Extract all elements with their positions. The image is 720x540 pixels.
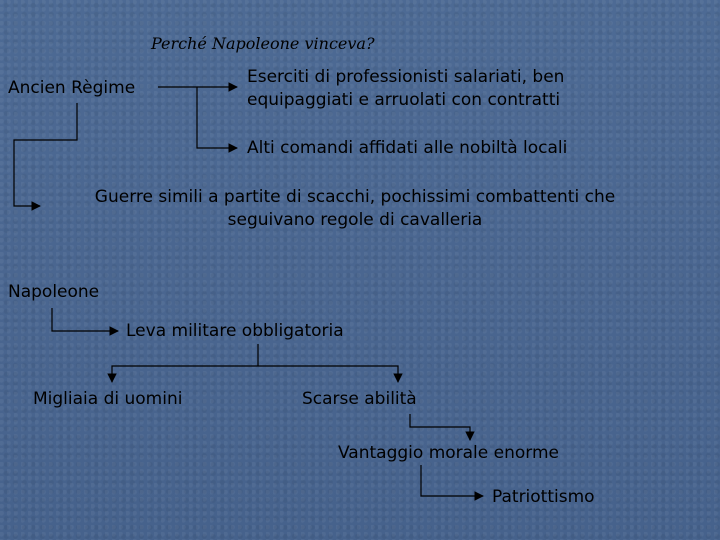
node-napoleone: Napoleone <box>8 282 100 302</box>
node-vantaggio: Vantaggio morale enorme <box>338 443 559 463</box>
arrow-scarse-to-vantaggio <box>410 414 470 440</box>
node-eserciti-line1: Eserciti di professionisti salariati, ben <box>247 67 565 87</box>
node-guerre-line2: seguivano regole di cavalleria <box>227 210 483 230</box>
arrow-ancien-to-alti <box>197 87 237 148</box>
node-scarse: Scarse abilità <box>302 389 417 409</box>
node-migliaia: Migliaia di uomini <box>33 389 183 409</box>
arrow-vantaggio-to-patriottismo <box>421 465 483 496</box>
node-eserciti-line2: equipaggiati e arruolati con contratti <box>247 90 561 110</box>
diagram-title: Perché Napoleone vinceva? <box>151 34 375 53</box>
node-ancien-regime: Ancien Règime <box>8 78 136 98</box>
arrow-napoleone-to-leva <box>52 308 118 331</box>
node-guerre-line1: Guerre simili a partite di scacchi, pochissimi combattenti che <box>94 187 616 207</box>
arrow-leva-to-migliaia <box>112 366 258 382</box>
node-alti-comandi: Alti comandi affidati alle nobiltà locali <box>247 138 568 158</box>
arrow-leva-to-scarse <box>258 366 398 382</box>
node-leva: Leva militare obbligatoria <box>126 321 344 341</box>
node-patriottismo: Patriottismo <box>492 487 595 507</box>
